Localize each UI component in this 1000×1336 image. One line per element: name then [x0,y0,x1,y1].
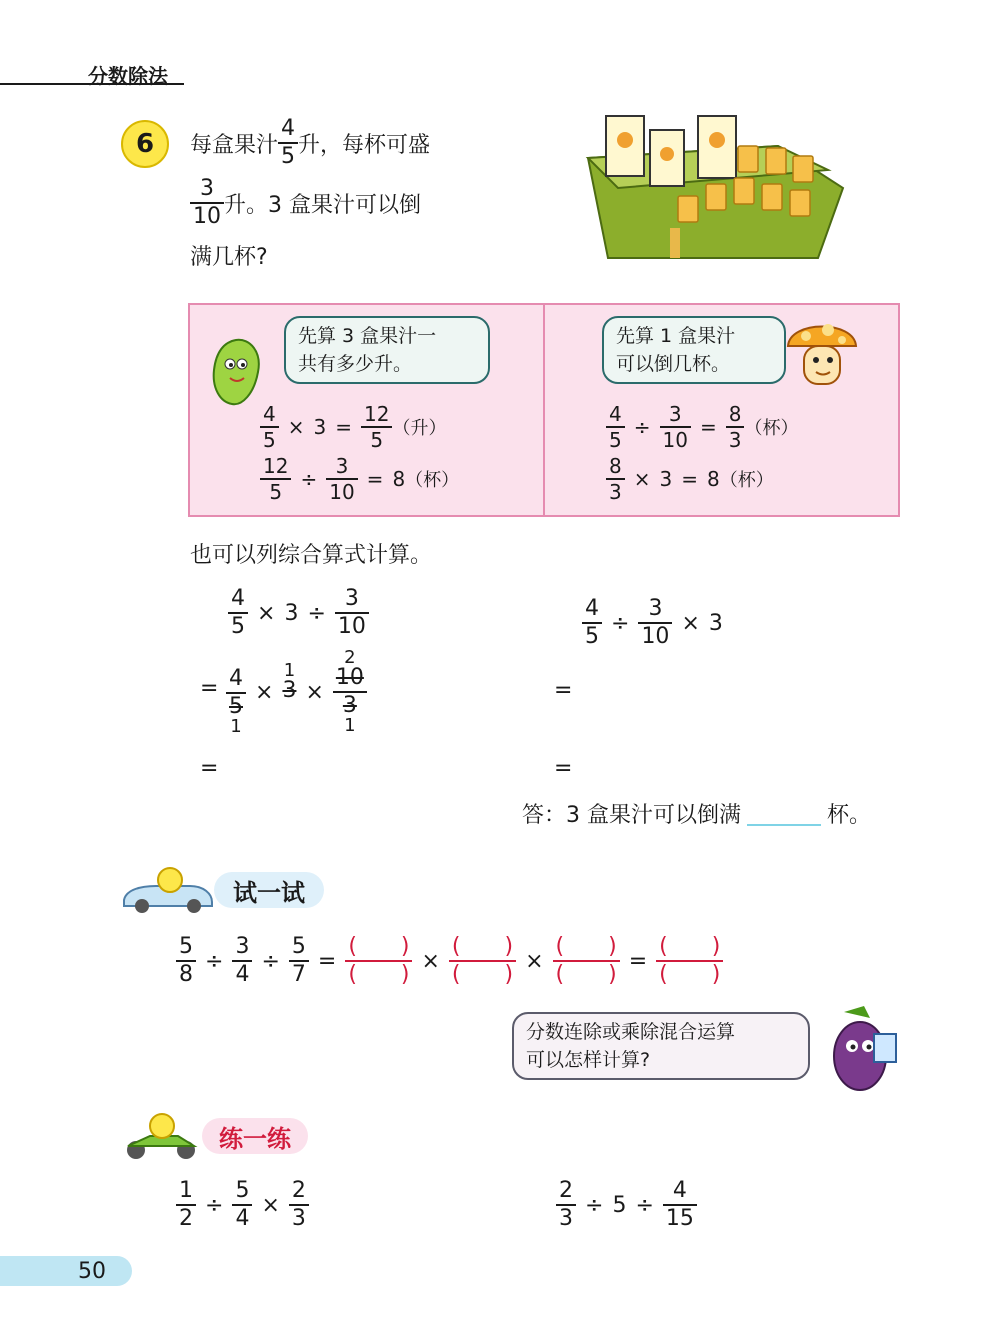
number: 3 [284,600,299,626]
speech-text: 可以倒几杯。 [616,353,731,375]
fraction: 3 10 [638,598,672,648]
speech-text: 共有多少升。 [298,353,413,375]
practice-label-badge [202,1118,308,1154]
right-method-eq2 [606,456,774,502]
left-method-eq1 [260,404,446,450]
juice-table-illustration [578,108,848,260]
operator: ÷ [300,467,318,491]
cancel-result: 1 [344,715,356,736]
problem-line-1 [190,118,430,168]
fraction: 3 10 [660,404,691,450]
operator: × [255,679,274,705]
answer-line [522,798,871,829]
fraction: 2 3 [556,1180,576,1230]
fraction: 4 5 [606,404,625,450]
operator: ÷ [633,415,651,439]
practice-problem-1 [176,1180,309,1230]
fraction: 12 5 [260,456,291,502]
operator: × [261,1192,280,1218]
page-header-title: 分数除法 [88,64,168,88]
number: 8 [707,467,720,491]
fraction: 5 4 [232,1180,252,1230]
equals-sign: = [628,948,648,974]
left-method-speech-bubble [284,316,490,384]
problem-line-3: 满几杯? [190,245,268,270]
cancel-result: 1 [230,716,242,737]
fraction: 4 15 [663,1180,697,1230]
problem-text: 每盒果汁 [190,132,279,158]
pepper-character-icon [202,334,270,410]
combined-right-expr [582,598,723,648]
operator: ÷ [205,948,224,974]
fraction: 5 8 [176,936,196,986]
operator: × [305,679,324,705]
problem-text: 升，每杯可盛 [298,132,431,158]
number: 3 [313,415,327,439]
fraction: 4 5 [260,404,279,450]
operator: ÷ [205,1192,224,1218]
fraction: 3 10 [190,178,224,228]
motorbike-character-icon [120,1112,206,1160]
unit-label: （杯） [744,418,799,439]
fraction: 4 5 [228,588,248,638]
combined-right-step1-eq: = [554,678,573,703]
try-it-expr [176,936,723,986]
blank-fraction[interactable]: ( ) ( ) [449,936,516,986]
fraction: 3 4 [232,936,252,986]
fraction: 12 5 [361,404,392,450]
problem-text: 升。3 盒果汁可以倒 [224,192,421,218]
mushroom-character-icon [782,310,862,396]
operator: × [421,948,440,974]
fraction: 8 3 [606,456,625,502]
right-method-speech-bubble [602,316,786,384]
speech-text: 可以怎样计算? [526,1049,651,1071]
equals-sign: = [681,467,698,491]
problem-line-2 [190,178,421,228]
number: 3 [659,467,673,491]
practice-problem-2 [556,1180,697,1230]
cancel-result: 1 [283,660,296,681]
combined-right-step2-eq: = [554,756,573,781]
example-number-badge [121,120,169,168]
fraction: 5 7 [289,936,309,986]
equals-sign: = [335,415,352,439]
blank-fraction[interactable]: ( ) ( ) [345,936,412,986]
fraction: 4 5 [582,598,602,648]
operator: ÷ [307,600,326,626]
speech-text: 分数连除或乘除混合运算 [526,1021,736,1043]
combined-left-expr [228,588,369,638]
answer-text: 杯。 [827,803,872,828]
fraction: 1 2 [176,1180,196,1230]
unit-label: （升） [392,418,447,439]
blank-fraction[interactable]: ( ) ( ) [656,936,723,986]
car-character-icon [120,864,216,914]
unit-label: （杯） [405,470,460,491]
fraction: 8 3 [726,404,745,450]
try-it-label-badge [214,872,324,908]
cancel-result: 2 [344,647,356,668]
operator: ÷ [611,610,630,636]
operator: × [633,467,651,491]
fraction: 10 3 [333,667,367,717]
speech-text: 先算 3 盒果汁一 [298,325,437,347]
fraction: 3 10 [326,456,357,502]
fraction: 2 3 [289,1180,309,1230]
blank-fraction[interactable]: ( ) ( ) [553,936,620,986]
number: 3 [282,678,297,703]
answer-blank[interactable] [747,802,821,826]
operator: × [681,610,700,636]
number: 3 [708,610,723,636]
combined-left-step [226,648,367,736]
speech-text: 先算 1 盒果汁 [616,325,736,347]
page-number-tab [0,1256,132,1286]
right-method-eq1 [606,404,798,450]
operator: ÷ [261,948,280,974]
eggplant-character-icon [814,1002,906,1098]
answer-text: 答：3 盒果汁可以倒满 [522,803,741,828]
combined-left-step-eq: = [200,676,219,701]
operator: × [525,948,544,974]
page-number: 50 [78,1259,106,1284]
equals-sign: = [366,467,384,491]
try-it-label: 试一试 [233,878,305,907]
tip-speech-bubble [512,1012,810,1080]
number: 8 [392,467,406,491]
equals-sign: = [699,415,717,439]
unit-label: （杯） [719,470,774,491]
fraction: 3 10 [335,588,369,638]
operator: × [287,415,305,439]
operator: ÷ [585,1192,604,1218]
example-number: 6 [135,129,155,159]
fraction: 4 5 [226,668,246,718]
fraction: 4 5 [278,118,298,168]
operator: × [257,600,276,626]
left-method-eq2 [260,456,459,502]
number: 5 [612,1192,627,1218]
methods-divider [543,305,545,515]
equals-sign: = [317,948,337,974]
practice-label: 练一练 [219,1124,291,1153]
combined-intro: 也可以列综合算式计算。 [190,543,433,568]
operator: ÷ [635,1192,654,1218]
combined-left-step2-eq: = [200,756,219,781]
